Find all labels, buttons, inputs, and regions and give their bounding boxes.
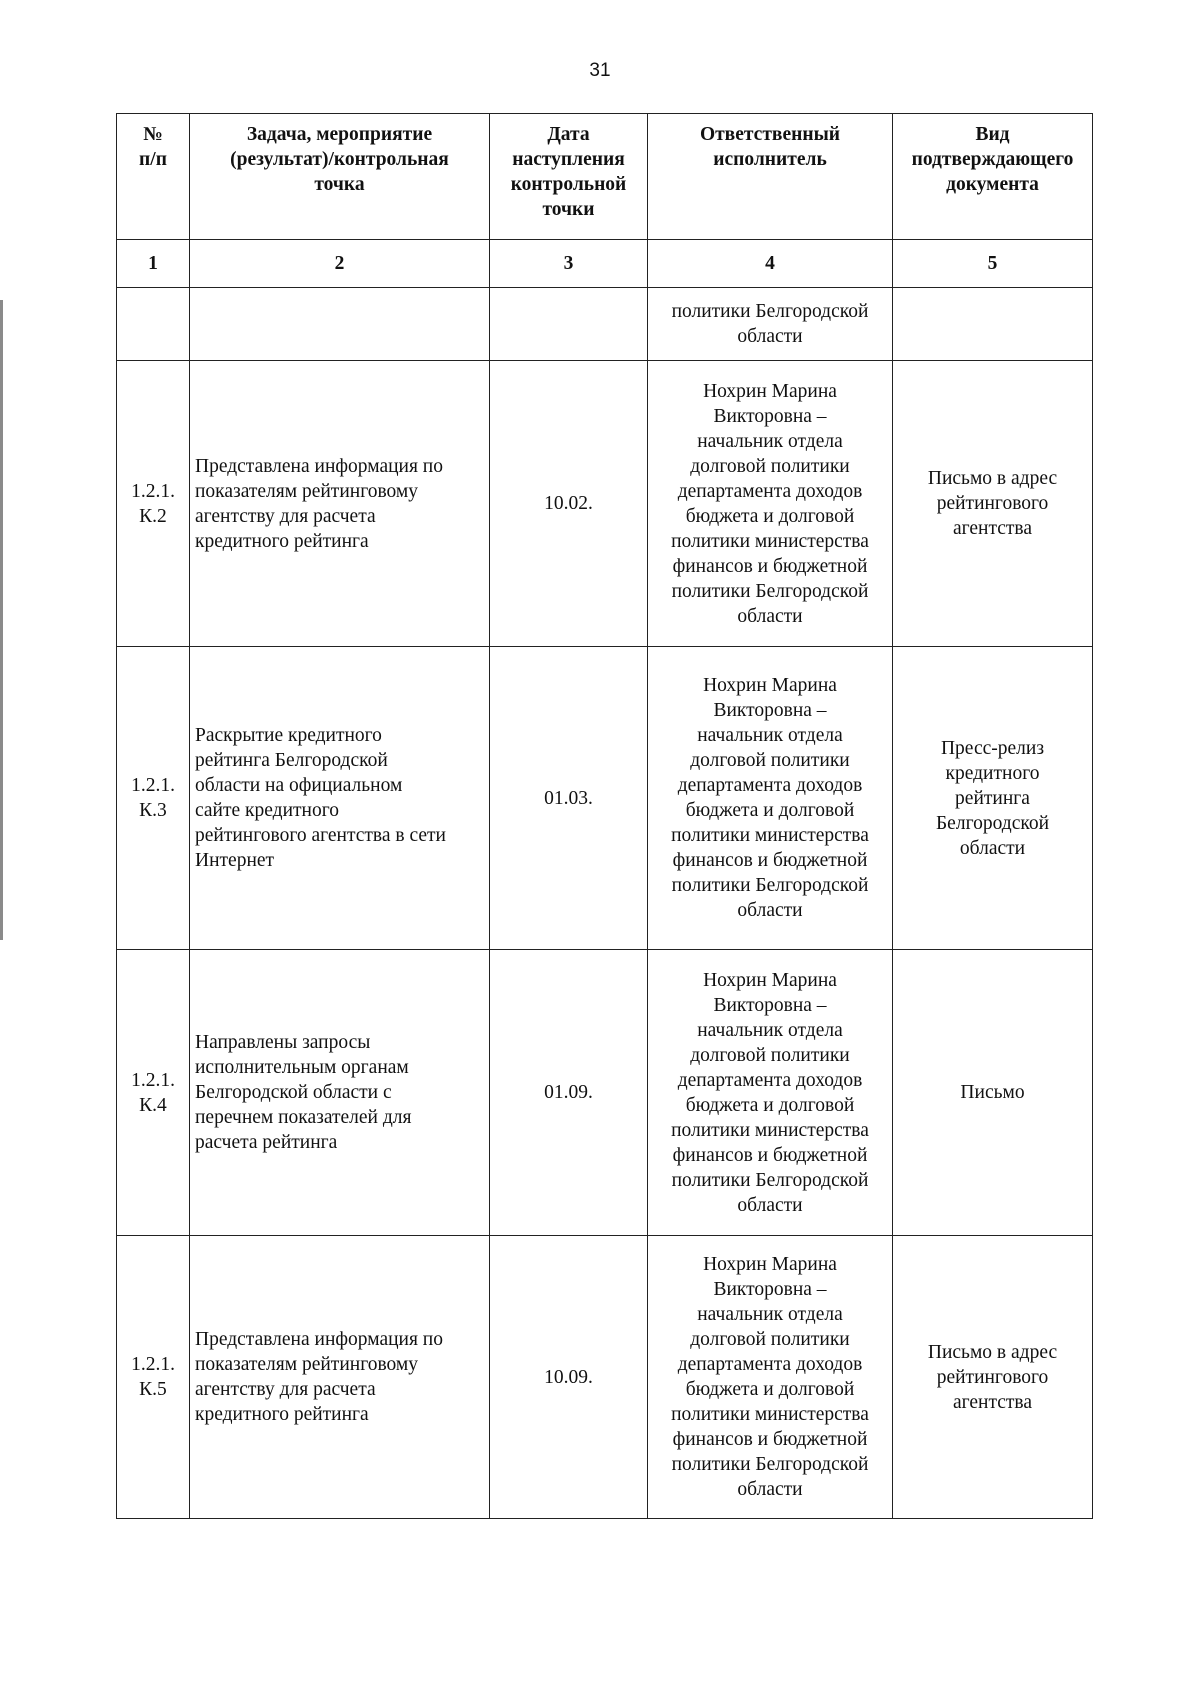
- control-points-table: [116, 113, 1093, 1519]
- cell-date: 10.09.: [490, 1236, 648, 1519]
- column-number: 5: [893, 240, 1093, 288]
- column-number: 1: [117, 240, 190, 288]
- cell-date: 10.02.: [490, 361, 648, 647]
- cell-task: Представлена информация по показателям рейтинговому агентству для расчета кредитного рейтинга: [190, 1236, 490, 1519]
- column-number-row: [117, 240, 1093, 288]
- scan-edge-line: [0, 300, 3, 940]
- cell-number: [117, 288, 190, 361]
- cell-document: Письмо в адрес рейтингового агентства: [893, 361, 1093, 647]
- cell-document: Пресс-релиз кредитного рейтинга Белгородской области: [893, 647, 1093, 950]
- column-number: 4: [648, 240, 893, 288]
- header-task: Задача, мероприятие (результат)/контрольная точка: [190, 114, 490, 240]
- cell-date: [490, 288, 648, 361]
- cell-document: Письмо: [893, 950, 1093, 1236]
- cell-date: 01.03.: [490, 647, 648, 950]
- table-row: [117, 1236, 1093, 1519]
- table-row: [117, 950, 1093, 1236]
- column-number: 3: [490, 240, 648, 288]
- table-row: [117, 361, 1093, 647]
- header-responsible: Ответственный исполнитель: [648, 114, 893, 240]
- continuation-row: [117, 288, 1093, 361]
- header-document: Вид подтверждающего документа: [893, 114, 1093, 240]
- cell-responsible: Нохрин Марина Викторовна – начальник отдела долговой политики департамента доходов бюджета и долговой политики министерства финансов и бюджетной политики Белгородской области: [648, 950, 893, 1236]
- cell-responsible: Нохрин Марина Викторовна – начальник отдела долговой политики департамента доходов бюджета и долговой политики министерства финансов и бюджетной политики Белгородской области: [648, 361, 893, 647]
- cell-number: 1.2.1. К.4: [117, 950, 190, 1236]
- table-row: [117, 647, 1093, 950]
- cell-document: [893, 288, 1093, 361]
- header-date: Дата наступления контрольной точки: [490, 114, 648, 240]
- page-number: 31: [589, 60, 611, 81]
- table-header-row: [117, 114, 1093, 240]
- cell-task: Раскрытие кредитного рейтинга Белгородской области на официальном сайте кредитного рейтингового агентства в сети Интернет: [190, 647, 490, 950]
- cell-document: Письмо в адрес рейтингового агентства: [893, 1236, 1093, 1519]
- cell-task: [190, 288, 490, 361]
- cell-responsible: Нохрин Марина Викторовна – начальник отдела долговой политики департамента доходов бюджета и долговой политики министерства финансов и бюджетной политики Белгородской области: [648, 647, 893, 950]
- cell-number: 1.2.1. К.5: [117, 1236, 190, 1519]
- cell-responsible: политики Белгородской области: [648, 288, 893, 361]
- header-number: № п/п: [117, 114, 190, 240]
- cell-number: 1.2.1. К.2: [117, 361, 190, 647]
- column-number: 2: [190, 240, 490, 288]
- cell-number: 1.2.1. К.3: [117, 647, 190, 950]
- cell-date: 01.09.: [490, 950, 648, 1236]
- cell-responsible: Нохрин Марина Викторовна – начальник отдела долговой политики департамента доходов бюджета и долговой политики министерства финансов и бюджетной политики Белгородской области: [648, 1236, 893, 1519]
- cell-task: Направлены запросы исполнительным органам Белгородской области с перечнем показателей для расчета рейтинга: [190, 950, 490, 1236]
- cell-task: Представлена информация по показателям рейтинговому агентству для расчета кредитного рейтинга: [190, 361, 490, 647]
